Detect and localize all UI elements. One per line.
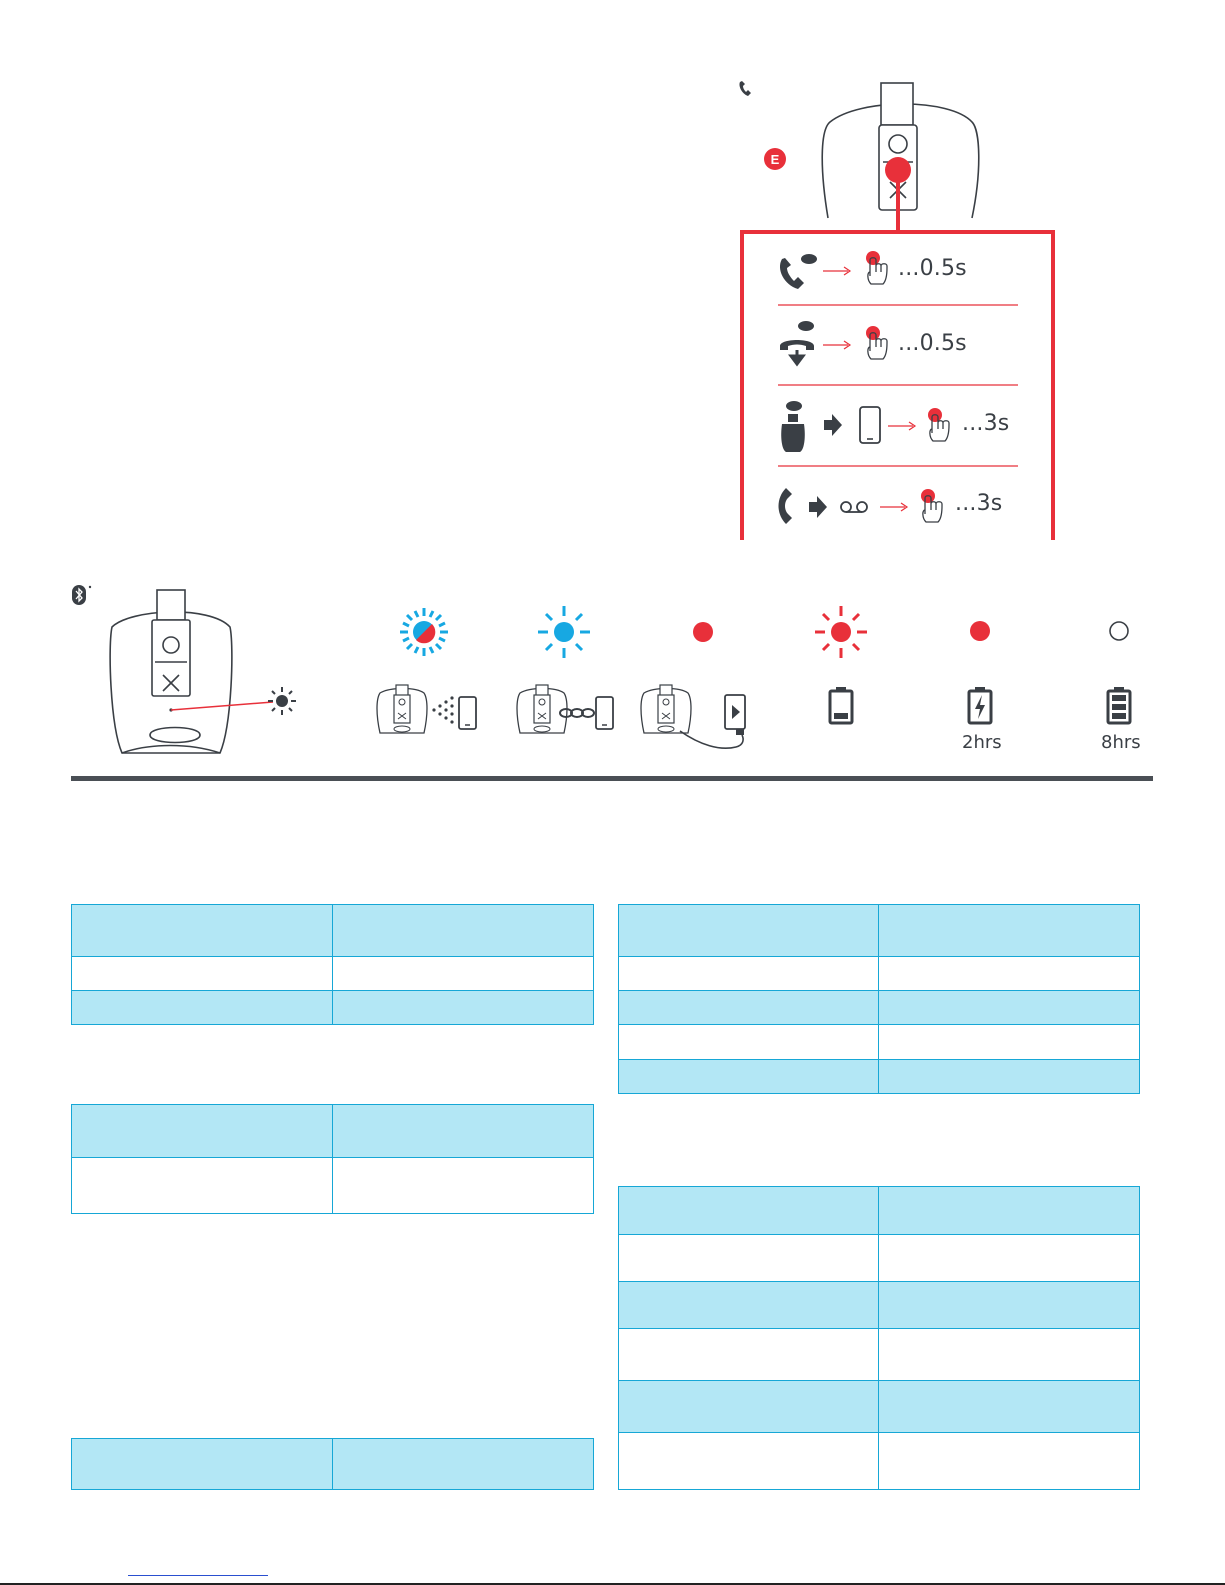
- table-row: [72, 991, 594, 1025]
- led-solid-red-icon: [970, 621, 990, 641]
- led-flashing-blue-red-icon: [400, 608, 448, 656]
- table-row: [619, 1025, 1140, 1060]
- incoming-call-icon: [779, 488, 793, 524]
- led-off-icon: [1110, 622, 1128, 640]
- table-row: [619, 1187, 1140, 1235]
- table-row: [619, 1381, 1140, 1433]
- table-row: [72, 1158, 594, 1214]
- voicemail-timing: ...3s: [955, 491, 1003, 516]
- connected-scene-icon: [517, 685, 613, 733]
- pairing-scene-icon: [377, 685, 476, 733]
- table-row: [72, 1439, 594, 1490]
- charging-duration-label: 2hrs: [962, 732, 1002, 753]
- full-battery-icon: [1108, 687, 1130, 723]
- e-badge-icon: [764, 148, 786, 170]
- e-badge-label: E: [770, 152, 780, 167]
- voicemail-icon: [841, 502, 867, 512]
- led-flashing-blue-icon: [538, 606, 590, 658]
- table-row: [619, 957, 1140, 991]
- arrow-right-icon: [824, 414, 842, 436]
- table-row: [72, 1105, 594, 1158]
- headset-speaking-icon: [781, 401, 805, 452]
- table-row: [619, 1282, 1140, 1329]
- headset-top-outline: [822, 83, 979, 218]
- smartphone-icon: [860, 407, 880, 443]
- spec-table-3: [71, 1438, 594, 1490]
- call-controls-figure: [720, 70, 1080, 540]
- hand-press-icon: [921, 489, 942, 522]
- table-row: [619, 991, 1140, 1025]
- table-row: [619, 905, 1140, 957]
- spec-table-4: [618, 904, 1140, 1094]
- hand-press-icon: [866, 251, 887, 284]
- end-call-timing: ...0.5s: [898, 331, 967, 356]
- low-battery-icon: [830, 687, 852, 723]
- transfer-timing: ...3s: [962, 411, 1010, 436]
- section-divider: [71, 776, 1153, 781]
- end-call-icon: [780, 321, 814, 364]
- table-row: [72, 957, 594, 991]
- bluetooth-icon: [72, 585, 91, 605]
- table-row: [619, 1433, 1140, 1490]
- led-light-icon: [268, 687, 296, 715]
- footer-link-underline[interactable]: [128, 1575, 268, 1576]
- spec-table-1: [71, 904, 594, 1025]
- table-row: [72, 905, 594, 957]
- headset-front-outline: [110, 590, 232, 753]
- answer-call-timing: ...0.5s: [898, 256, 967, 281]
- table-row: [619, 1235, 1140, 1282]
- table-row: [619, 1060, 1140, 1094]
- led-solid-red-icon: [693, 622, 713, 642]
- hand-press-icon: [866, 326, 887, 359]
- full-charge-duration-label: 8hrs: [1101, 732, 1141, 753]
- led-flashing-red-icon: [815, 606, 867, 658]
- usb-charging-scene-icon: [641, 685, 745, 748]
- spec-table-5: [618, 1186, 1140, 1490]
- charging-battery-icon: [969, 687, 991, 723]
- table-row: [619, 1329, 1140, 1381]
- hand-press-icon: [928, 408, 949, 441]
- answer-call-icon: [780, 254, 817, 289]
- phone-icon: [739, 81, 751, 96]
- spec-table-2: [71, 1104, 594, 1214]
- arrow-right-icon: [809, 496, 827, 518]
